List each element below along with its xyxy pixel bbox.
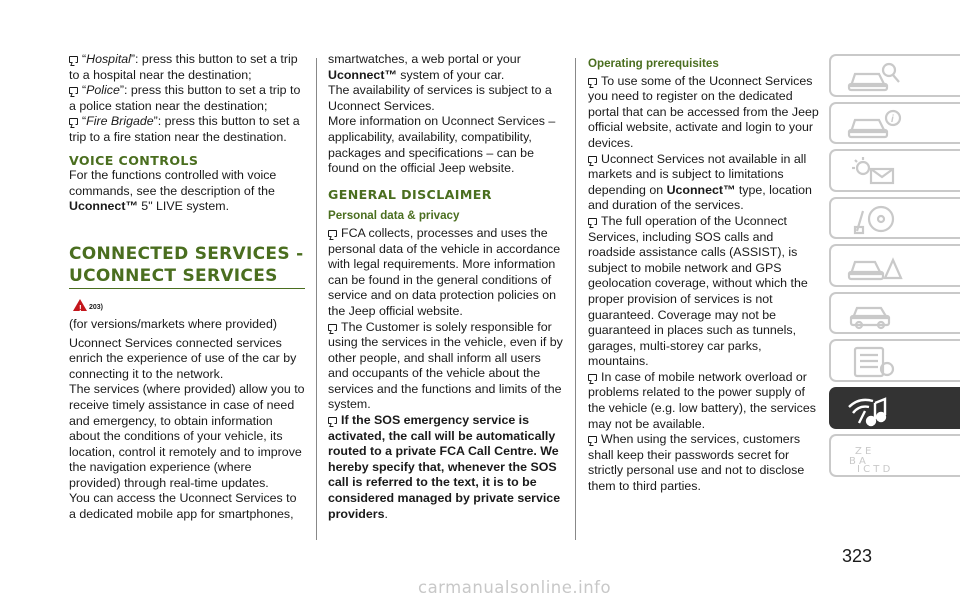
tab-index[interactable] <box>829 434 960 477</box>
column-1 <box>69 52 305 523</box>
bullet-register: To use some of the Uconnect Services you need to register on the dedicated portal that can be accessed from the Jeep official website, activate and login to your devices. <box>588 73 819 150</box>
watermark: carmanualsonline.info <box>418 578 612 597</box>
chapter-tabs <box>829 54 960 482</box>
bullet-fire-brigade: “Fire Brigade”: press this button to set a trip to a fire station near the destination. <box>69 114 300 144</box>
paragraph: The services (where provided) allow you to receive timely assistance in case of need and emergency, to obtain information about the conditions of your vehicle, its location, control it remotely and to improve the navigation experience (where provided) through real-time updates. <box>69 382 305 490</box>
paragraph: The availability of services is subject to a Uconnect Services. <box>328 83 552 113</box>
paragraph: smartwatches, a web portal or your Uconnect™ system of your car. <box>328 52 521 82</box>
voice-controls-text: For the functions controlled with voice commands, see the description of the Uconnect™ 5" LIVE system. <box>69 168 277 214</box>
checkbox-bullet-icon <box>588 374 597 381</box>
checkbox-bullet-icon <box>588 156 597 163</box>
column-divider <box>316 58 317 540</box>
bullet-police: “Police”: press this button to set a trip to a police station near the destination; <box>69 83 301 113</box>
multimedia-icon <box>845 393 925 427</box>
bullet-fca: FCA collects, processes and uses the personal data of the vehicle in accordance with legal requirements. More information can be found in the general conditions of service and on data protection policies on the Jeep official website. <box>328 225 561 318</box>
checkbox-bullet-icon <box>328 324 337 331</box>
bullet-sos: If the SOS emergency service is activated, the call will be automatically routed to a private FCA Call Centre. We hereby specify that, whenever the SOS call is referred to the text, it is to be considered managed by private service providers. <box>328 413 561 521</box>
tab-steering-wrench[interactable] <box>829 197 960 240</box>
car-accident-icon <box>845 250 925 284</box>
page-number: 323 <box>842 546 873 566</box>
bullet-full-operation: The full operation of the Uconnect Services, including SOS calls and roadside assistance calls (ASSIST), is subject to mobile network and GPS geolocation coverage, without which the proper provision of services is not guaranteed. Coverage may not be guaranteed in places such as tunnels, garages, multi-storey car parks, mountains. <box>588 213 808 369</box>
bullet-overload: In case of mobile network overload or problems related to the power supply of the vehicle (e.g. low battery), the services may not be available. <box>588 369 816 431</box>
svg-text:i: i <box>891 113 894 125</box>
bullet-passwords: When using the services, customers shall keep their passwords secret for strictly personal use and not to disclose them to third parties. <box>588 432 805 494</box>
operating-prerequisites-heading: Operating prerequisites <box>588 57 719 70</box>
checkbox-bullet-icon <box>69 56 78 63</box>
car-info-icon <box>845 108 925 142</box>
voice-controls-heading: VOICE CONTROLS <box>69 152 199 168</box>
column-2 <box>328 52 564 522</box>
checkbox-bullet-icon <box>69 118 78 125</box>
availability-note: (for versions/markets where provided) <box>69 316 277 331</box>
general-disclaimer-heading: GENERAL DISCLAIMER <box>328 186 492 202</box>
warning-reference[interactable]: ! 203) <box>69 299 305 315</box>
checkbox-bullet-icon <box>69 87 78 94</box>
index-letters: Z E <box>855 446 872 457</box>
column-divider <box>575 58 576 540</box>
paragraph: Uconnect Services connected services enrich the experience of use of the car by connecting it to the network. <box>69 335 297 381</box>
tab-car-info[interactable] <box>829 102 960 145</box>
bullet-customer: The Customer is solely responsible for using the services in the vehicle, even if by other people, and shall inform all users and occupants of the vehicle about the services and the functions and limits of the system. <box>328 319 563 412</box>
tab-multimedia[interactable] <box>829 387 960 430</box>
tab-car-accident[interactable] <box>829 244 960 287</box>
tab-warning-lights[interactable] <box>829 149 960 192</box>
checkbox-bullet-icon <box>588 436 597 443</box>
checkbox-bullet-icon <box>588 218 597 225</box>
paragraph: More information on Uconnect Services – applicability, availability, compatibility, packages and specifications – can be found on the official Jeep website. <box>328 114 556 176</box>
warning-lights-icon <box>845 155 925 189</box>
tab-specifications[interactable] <box>829 339 960 382</box>
car-service-icon <box>845 298 925 332</box>
column-3 <box>588 52 824 495</box>
tab-car-service[interactable] <box>829 292 960 335</box>
index-alphabet-icon <box>845 440 925 474</box>
paragraph: You can access the Uconnect Services to a dedicated mobile app for smartphones, <box>69 491 297 522</box>
checkbox-bullet-icon <box>588 78 597 85</box>
steering-wrench-icon <box>845 203 925 237</box>
checkbox-bullet-icon <box>328 417 337 424</box>
privacy-heading: Personal data & privacy <box>328 209 460 223</box>
bullet-markets: Uconnect Services not available in all markets and is subject to limitations depending on Uconnect™ type, location and duration of the services. <box>588 151 812 213</box>
specifications-list-icon <box>845 345 925 379</box>
svg-text:I C T D: I C T D <box>857 464 891 474</box>
car-search-icon <box>845 60 925 94</box>
bullet-hospital: “Hospital”: press this button to set a trip to a hospital near the destination; <box>69 52 298 82</box>
checkbox-bullet-icon <box>328 230 337 237</box>
svg-text:B A: B A <box>849 456 866 467</box>
tab-car-search[interactable] <box>829 54 960 97</box>
connected-services-heading: CONNECTED SERVICES - UCONNECT SERVICES <box>69 243 305 289</box>
